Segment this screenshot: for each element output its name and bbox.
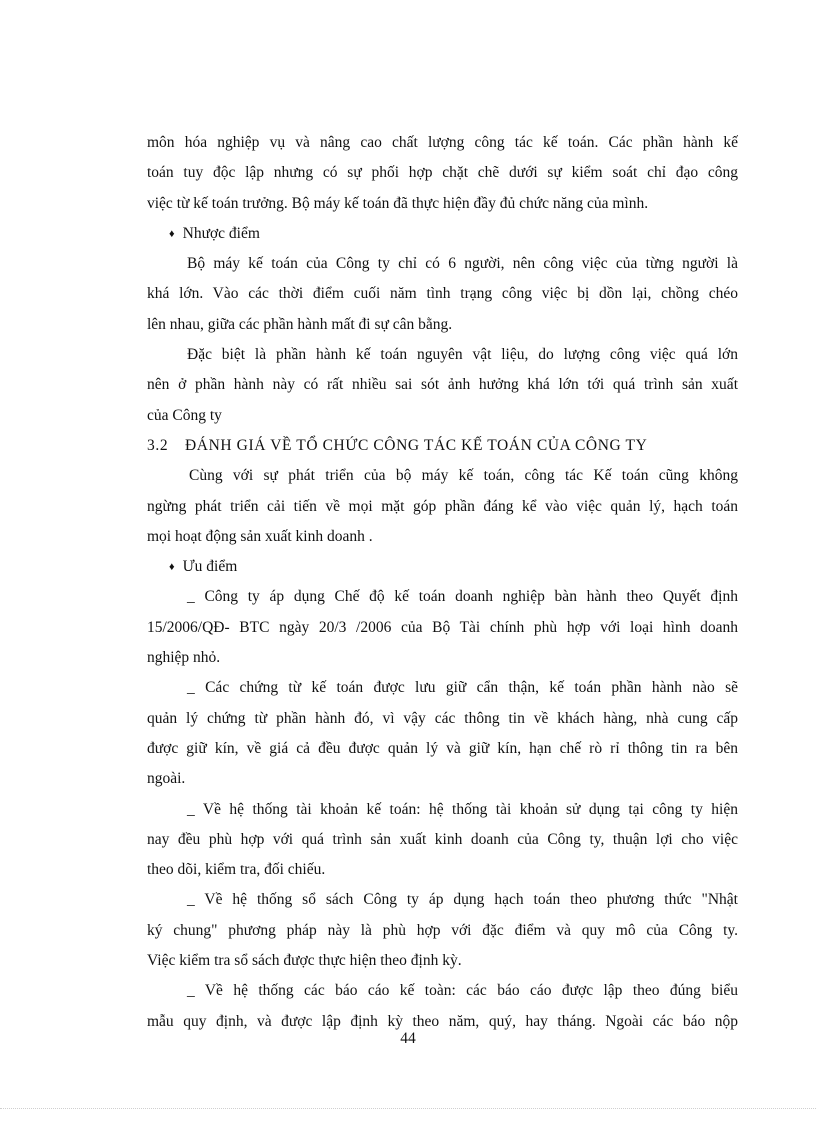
paragraph-line: nay đều phù hợp với quá trình sản xuất kinh doanh của Công ty, thuận lợi cho việc [147, 830, 738, 848]
paragraph-line: _ Về hệ thống tài khoản kế toán: hệ thống tài khoản sử dụng tại công ty hiện [187, 800, 738, 818]
paragraph-line: Đặc biệt là phần hành kế toán nguyên vật liệu, do lượng công việc quá lớn [187, 346, 738, 364]
paragraph-line: của Công ty [147, 406, 222, 424]
paragraph-line: việc từ kế toán trưởng. Bộ máy kế toán đã thực hiện đầy đủ chức năng của mình. [147, 194, 649, 212]
body-text [147, 128, 738, 1037]
paragraph-line: khá lớn. Vào các thời điểm cuối năm tình trạng công việc bị dồn lại, chồng chéo [147, 285, 738, 303]
section-title: ĐÁNH GIÁ VỀ TỔ CHỨC CÔNG TÁC KẾ TOÁN CỦA CÔNG TY [185, 436, 648, 454]
bullet-label: Nhược điểm [182, 224, 260, 242]
paragraph-line: _ Công ty áp dụng Chế độ kế toán doanh nghiệp bàn hành theo Quyết định [187, 588, 738, 606]
paragraph-line: Việc kiểm tra sổ sách được thực hiện theo định kỳ. [147, 952, 462, 970]
paragraph-line: theo dõi, kiểm tra, đối chiếu. [147, 861, 326, 879]
paragraph-line: mẫu quy định, và được lập định kỳ theo năm, quý, hay tháng. Ngoài các báo nộp [147, 1012, 738, 1030]
paragraph-line: môn hóa nghiệp vụ và nâng cao chất lượng công tác kế toán. Các phần hành kế [147, 134, 738, 151]
diamond-bullet-icon: ♦ [169, 561, 175, 574]
paragraph-line: mọi hoạt động sản xuất kinh doanh . [147, 527, 373, 545]
paragraph-line: lên nhau, giữa các phần hành mất đi sự cân bằng. [147, 315, 453, 333]
section-number: 3.2 [147, 436, 169, 454]
paragraph-line: nghiệp nhỏ. [147, 649, 221, 667]
bullet-strengths [147, 552, 738, 582]
paragraph-line: 15/2006/QĐ- BTC ngày 20/3 /2006 của Bộ Tài chính phù hợp với loại hình doanh [147, 618, 738, 636]
section-heading [147, 431, 738, 461]
bullet-label: Ưu điểm [182, 558, 238, 576]
paragraph-line: _ Các chứng từ kế toán được lưu giữ cẩn thận, kế toán phần hành nào sẽ [187, 679, 738, 697]
paragraph-line: Cùng với sự phát triển của bộ máy kế toán, công tác Kế toán cũng không [189, 467, 738, 485]
paragraph-line: Bộ máy kế toán của Công ty chỉ có 6 người, nên công việc của từng người là [187, 255, 738, 273]
paragraph-line: nên ở phần hành này có rất nhiều sai sót ảnh hưởng khá lớn tới quá trình sản xuất [147, 376, 738, 394]
paragraph-line: ngoài. [147, 770, 186, 788]
page-bottom-divider [0, 1108, 816, 1109]
paragraph-line: toán tuy độc lập nhưng có sự phối hợp chặt chẽ dưới sự kiểm soát chỉ đạo công [147, 164, 738, 182]
paragraph-line: quản lý chứng từ phần hành đó, vì vậy các thông tin về khách hàng, nhà cung cấp [147, 709, 738, 727]
paragraph-line: được giữ kín, về giá cả đều được quản lý và giữ kín, hạn chế rò rỉ thông tin ra bên [147, 739, 738, 757]
page-number: 44 [400, 1030, 416, 1047]
paragraph-line: _ Về hệ thống sổ sách Công ty áp dụng hạch toán theo phương thức "Nhật [187, 891, 738, 909]
paragraph-line: ngừng phát triển cải tiến về mọi mặt góp phần đáng kể vào việc quản lý, hạch toán [147, 497, 738, 515]
paragraph-line: _ Về hệ thống các báo cáo kế toàn: các báo cáo được lập theo đúng biểu [187, 982, 738, 1000]
paragraph-line: ký chung" phương pháp này là phù hợp với đặc điểm và quy mô của Công ty. [147, 921, 738, 939]
diamond-bullet-icon: ♦ [169, 227, 175, 240]
bullet-weaknesses [147, 219, 738, 249]
